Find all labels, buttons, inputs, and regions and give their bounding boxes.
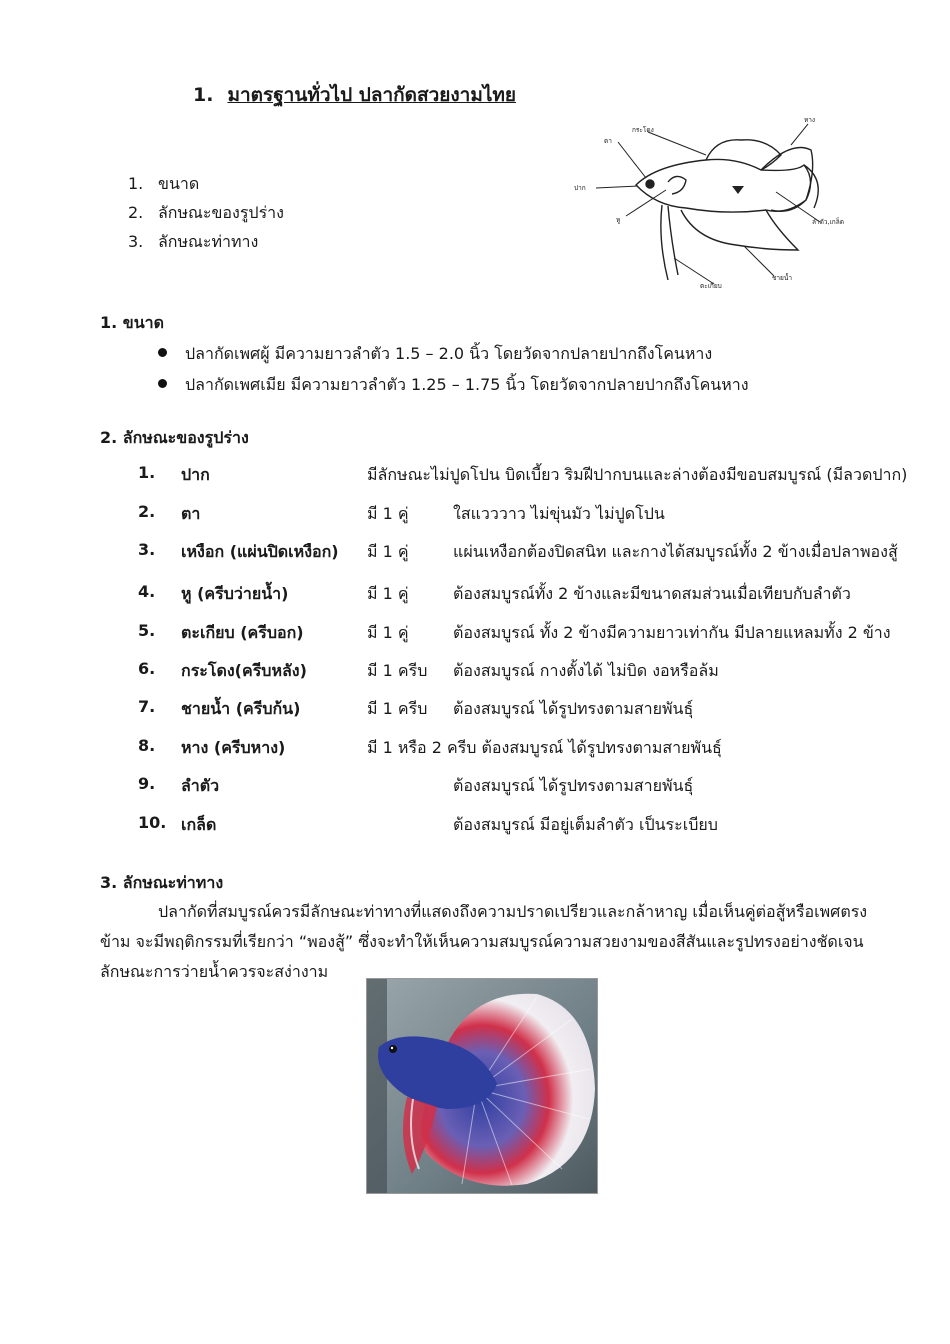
label-pectoral: หู [616,216,621,224]
row-description: ต้องสมบูรณ์ ได้รูปทรงตามสายพันธุ์ [453,699,694,718]
row-number: 10. [138,813,167,832]
row-part: เหงือก (แผ่นปิดเหงือก) [181,542,339,561]
row-number: 1. [138,463,156,482]
row-number: 4. [138,582,156,601]
row-number: 6. [138,659,156,678]
row-part: ตะเกียบ (ครีบอก) [181,623,304,642]
row-description: มีลักษณะไม่ปูดโปน บิดเบี้ยว ริมฝีปากบนและล่างต้องมีขอบสมบูรณ์ (มีลวดปาก) [367,465,908,484]
label-ventral: ตะเกียบ [700,282,722,290]
row-description: ต้องสมบูรณ์ ทั้ง 2 ข้างมีความยาวเท่ากัน มีปลายแหลมทั้ง 2 ข้าง [453,623,891,642]
betta-fish-photo [366,978,598,1194]
row-part: ปาก [181,465,210,484]
label-eye: ตา [604,137,612,145]
paragraph-line: ลักษณะการว่ายน้ำควรจะสง่างาม [100,962,329,981]
title-number: 1. [193,84,214,106]
row-description: ต้องสมบูรณ์ ได้รูปทรงตามสายพันธุ์ [453,776,694,795]
row-number: 2. [138,502,156,521]
label-body-scales: ลำตัว,เกล็ด [812,218,844,226]
row-number: 5. [138,621,156,640]
row-part: เกล็ด [181,815,217,834]
row-description: ต้องสมบูรณ์ มีอยู่เต็มลำตัว เป็นระเบียบ [453,815,718,834]
bullet-item: ปลากัดเพศผู้ มีความยาวลำตัว 1.5 – 2.0 นิ้ว โดยวัดจากปลายปากถึงโคนหาง [158,342,712,367]
fish-anatomy-diagram [566,110,852,296]
row-number: 9. [138,774,156,793]
row-part: ชายน้ำ (ครีบก้น) [181,699,301,718]
row-description: ต้องสมบูรณ์ กางตั้งได้ ไม่บิด งอหรือล้ม [453,661,719,680]
row-part: หาง (ครีบหาง) [181,738,286,757]
bullet-item: ปลากัดเพศเมีย มีความยาวลำตัว 1.25 – 1.75 นิ้ว โดยวัดจากปลายปากถึงโคนหาง [158,373,749,398]
paragraph-line: ข้าม จะมีพฤติกรรมที่เรียกว่า “พองสู้” ซึ่งจะทำให้เห็นความสมบูรณ์ความสวยงามของสีสันและรูปทรงอย่างชัดเจน [100,932,864,951]
label-dorsal: กระโดง [632,126,654,134]
label-mouth: ปาก [574,184,586,192]
paragraph-line: ปลากัดที่สมบูรณ์ควรมีลักษณะท่าทางที่แสดงถึงความปราดเปรียวและกล้าหาญ เมื่อเห็นคู่ต่อสู้หรือเพศตรง [158,902,868,921]
bullet-icon [158,348,167,357]
toc-item: 3. ลักษณะท่าทาง [128,232,259,251]
row-count: มี 1 คู่ [367,504,409,523]
toc-item: 1. ขนาด [128,174,200,193]
row-number: 8. [138,736,156,755]
row-description: มี 1 หรือ 2 ครีบ ต้องสมบูรณ์ ได้รูปทรงตามสายพันธุ์ [367,738,722,757]
row-count: มี 1 คู่ [367,584,409,603]
row-count: มี 1 ครีบ [367,699,428,718]
label-tail: หาง [804,116,816,124]
section-3-heading: 3. ลักษณะท่าทาง [100,873,224,892]
toc-item: 2. ลักษณะของรูปร่าง [128,203,284,222]
row-part: กระโดง(ครีบหลัง) [181,661,307,680]
label-anal: ชายน้ำ [772,274,792,282]
row-part: ตา [181,504,201,523]
row-description: ต้องสมบูรณ์ทั้ง 2 ข้างและมีขนาดสมส่วนเมื่อเทียบกับลำตัว [453,584,851,603]
row-number: 3. [138,540,156,559]
row-number: 7. [138,697,156,716]
row-count: มี 1 คู่ [367,542,409,561]
row-part: ลำตัว [181,776,220,795]
row-count: มี 1 คู่ [367,623,409,642]
row-count: มี 1 ครีบ [367,661,428,680]
row-part: หู (ครีบว่ายน้ำ) [181,584,289,603]
page-title [193,80,516,110]
section-2-heading: 2. ลักษณะของรูปร่าง [100,428,249,447]
row-description: ใสแวววาว ไม่ขุ่นมัว ไม่ปูดโปน [453,504,665,523]
row-description: แผ่นเหงือกต้องปิดสนิท และกางได้สมบูรณ์ทั้ง 2 ข้างเมื่อปลาพองสู้ [453,542,898,561]
bullet-icon [158,379,167,388]
title-text: มาตรฐานทั่วไป ปลากัดสวยงามไทย [227,84,517,106]
section-1-heading: 1. ขนาด [100,313,165,332]
